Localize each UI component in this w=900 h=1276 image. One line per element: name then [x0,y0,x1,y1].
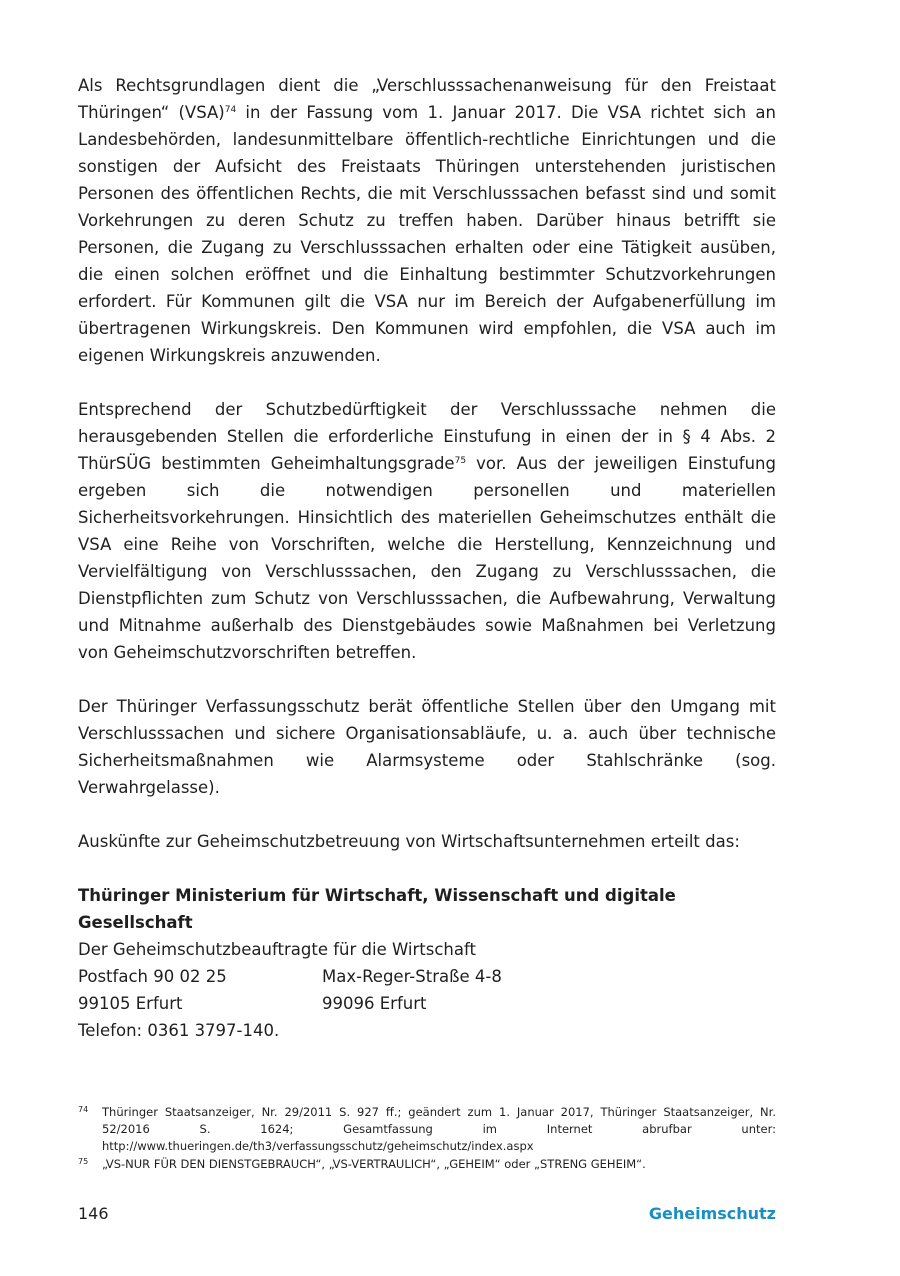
contact-address [78,882,776,1044]
address-organization: Thüringer Ministerium für Wirtschaft, Wissenschaft und digitale Gesellschaft [78,886,676,932]
address-row [78,990,776,1017]
paragraph-text: Als Rechtsgrundlagen dient die „Verschlusssachenanweisung für den Freistaat Thüringen“ (VSA) [78,76,776,122]
address-phone: Telefon: 0361 3797-140. [78,1021,280,1040]
paragraph-contact-intro: Auskünfte zur Geheimschutzbetreuung von Wirtschaftsunternehmen erteilt das: [78,832,740,851]
paragraph-legal-basis [78,72,776,369]
paragraph-advisory: Der Thüringer Verfassungsschutz berät öffentliche Stellen über den Umgang mit Verschlusssachen und sichere Organisationsabläufe, u. a. auch über technische Sicherheitsmaßnahmen wie Alarmsysteme oder Stahlschränke (sog. Verwahrgelasse). [78,697,776,797]
address-row [78,963,776,990]
footnote-74 [78,1104,776,1155]
paragraph-text: in der Fassung vom 1. Januar 2017. Die VSA richtet sich an Landesbehörden, landesunmittelbare öffentlich-rechtliche Einrichtungen und die sonstigen der Aufsicht des Freistaats Thüringen unterstehenden juristischen Personen des öffentlichen Rechts, die mit Verschlusssachen befasst sind und somit Vorkehrungen zu deren Schutz zu treffen haben. Darüber hinaus betrifft sie Personen, die Zugang zu Verschlusssachen erhalten oder eine Tätigkeit ausüben, die einen solchen eröffnet und die Einhaltung bestimmter Schutzvorkehrungen erfordert. Für Kommunen gilt die VSA nur im Bereich der Aufgabenerfüllung im übertragenen Wirkungskreis. Den Kommunen wird empfohlen, die VSA auch im eigenen Wirkungskreis anzuwenden. [78,103,776,365]
address-postbox: Postfach 90 02 25 [78,967,227,986]
page-footer [78,1204,776,1223]
paragraph-text: vor. Aus der jeweiligen Einstufung ergeben sich die notwendigen personellen und materiellen Sicherheitsvorkehrungen. Hinsichtlich des materiellen Geheimschutzes enthält die VSA eine Reihe von Vorschriften, welche die Herstellung, Kennzeichnung und Vervielfältigung von Verschlusssachen, den Zugang zu Verschlusssachen, die Dienstpflichten zum Schutz von Verschlusssachen, die Aufbewahrung, Verwaltung und Mitnahme außerhalb des Dienstgebäudes sowie Maßnahmen bei Verletzung von Geheimschutzvorschriften betreffen. [78,454,776,662]
footnote-ref-75[interactable]: 75 [454,456,467,466]
address-street: Max-Reger-Straße 4-8 [322,967,502,986]
page-number: 146 [78,1204,109,1223]
footnote-ref-74[interactable]: 74 [224,105,237,115]
page-content [78,72,776,1044]
address-zip-postbox: 99105 Erfurt [78,994,183,1013]
section-title: Geheimschutz [648,1204,776,1223]
footnote-text: Thüringer Staatsanzeiger, Nr. 29/2011 S. 927 ff.; geändert zum 1. Januar 2017, Thüringer Staatsanzeiger, Nr. 52/2016 S. 1624; Gesamtfassung im Internet abrufbar unter: http://www.thueringen.de/th3/verfassungsschutz/geheimschutz/index.aspx [102,1105,776,1153]
footnote-number: 75 [78,1157,89,1166]
paragraph-classification [78,396,776,666]
footnote-text: „VS-NUR FÜR DEN DIENSTGEBRAUCH“, „VS-VERTRAULICH“, „GEHEIM“ oder „STRENG GEHEIM“. [102,1157,646,1171]
footnote-75 [78,1156,776,1173]
footnote-number: 74 [78,1105,89,1114]
paragraph-text: Entsprechend der Schutzbedürftigkeit der Verschlusssache nehmen die herausgebenden Stellen die erforderliche Einstufung in einen der in § 4 Abs. 2 ThürSÜG bestimmten Geheimhaltungsgrade [78,400,776,473]
address-zip-street: 99096 Erfurt [322,994,427,1013]
address-department: Der Geheimschutzbeauftragte für die Wirtschaft [78,940,476,959]
footnotes [78,1104,776,1174]
